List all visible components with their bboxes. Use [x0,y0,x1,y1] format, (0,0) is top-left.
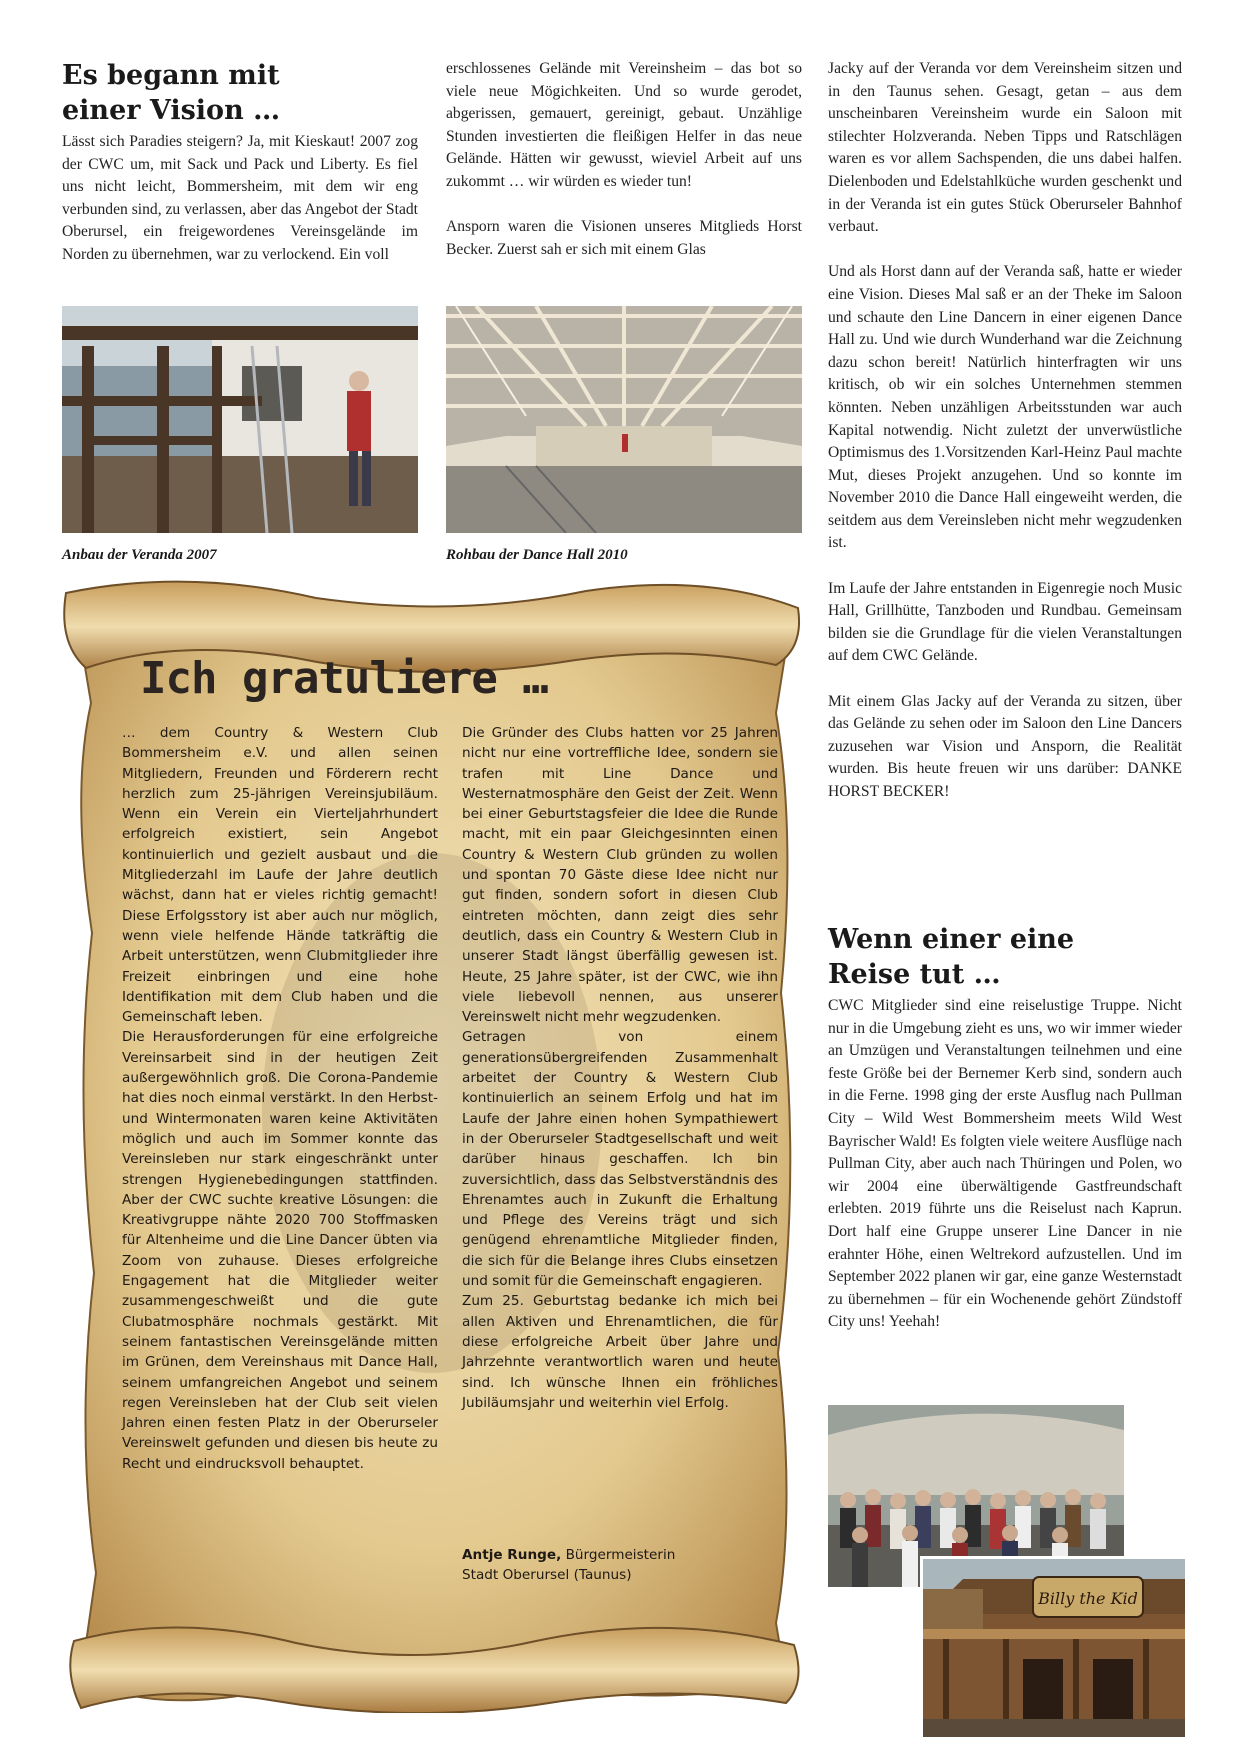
greeting-col1: … dem Country & Western Club Bommersheim e.V. und allen seinen Mitgliedern, Freunden und Förderern recht herzlich zum 25-jährigen Vereinsjubiläum. Wenn ein Verein ein Vierteljahrhundert erfolgreich existiert, sein Angebot kontinuierlich und gezielt ausbaut und die Mitgliederzahl im Laufe der Jahre deutlich wächst, dann hat er vieles richtig gemacht! Diese Erfolgsstory ist aber auch nur möglich, wenn viele helfende Hände tatkräftig die Arbeit unterstützen, wenn Clubmitglieder ihre Freizeit einbringen und eine hohe Identifikation mit dem Club haben und die Gemeinschaft leben. Die Herausforderungen für eine erfolgreiche Vereinsarbeit sind in der heutigen Zeit außergewöhnlich groß. Die Corona-Pandemie hat dies noch einmal verstärkt. In den Herbst- und Wintermonaten waren keine Aktivitäten möglich und auch im Sommer konnte das Vereinsleben nur stark eingeschränkt unter strengen Hygienebedingungen stattfinden. Aber der CWC suchte kreative Lösungen: die Kreativgruppe nähte 2020 700 Stoffmasken für Altenheime und die Line Dancer übten via Zoom von zuhause. Dieses erfolgreiche Engagement hat die Mitglieder weiter zusammengeschweißt und die gute Clubatmosphäre nochmals gestärkt. Mit seinem fantastischen Vereinsgelände mitten im Grünen, dem Vereinshaus mit Dance Hall, seinem umfangreichen Angebot und seinem regen Vereinsleben hat der Club seit vielen Jahren einen festen Platz in der Oberurseler Vereinswelt gefunden und diesen bis heute zu Recht und eindrucksvoll behauptet. [122,725,438,1472]
heading-line: Es begann mit [62,60,280,91]
western-town-photo [920,1556,1188,1740]
article1-text-col3: Jacky auf der Veranda vor dem Vereinsheim sitzen und in den Taunus sehen. Gesagt, getan – aus dem unscheinbaren Vereinsheim wurde ein Saloon mit stilechter Holzveranda. Neben Tipps und Ratschlägen waren es vor allem Sachspenden, die uns dabei halfen. Dielenboden und Edelstahlküche wurden geschenkt und in der Veranda ist ein gutes Stück Oberurseler Bahnhof verbaut. Und als Horst dann auf der Veranda saß, hatte er wieder eine Vision. Dieses Mal saß er an der Theke im Saloon und schaute den Line Dancern in einer eigenen Dance Hall zu. Und wie durch Wunderhand war die Zeichnung dazu schon bereit! Natürlich hinterfragten wir uns kritisch, ob wir ein solches Unternehmen stemmen könnten. Neben unzähligen Arbeitsstunden war auch Kapital notwendig. Nicht zuletzt der unverwüstliche Optimismus des 1.Vorsitzenden Karl-Heinz Paul machte Mut, dieses Projekt anzugehen. Und so konnte im November 2010 die Dance Hall eingeweiht werden, die seitdem aus dem Vereinsleben nicht mehr wegzudenken ist. Im Laufe der Jahre entstanden in Eigenregie noch Music Hall, Grillhütte, Tanzboden und Rundbau. Gemeinsam bilden sie die Grundlage für die vielen Veranstaltungen auf dem CWC Gelände. Mit einem Glas Jacky auf der Veranda zu sitzen, über das Gelände zu sehen oder im Saloon den Line Dancers zuzusehen war Vision und Ansporn, die Realität wurden. Bis heute freuen wir uns darüber: DANKE HORST BECKER! [828,60,1182,800]
signature-name: Antje Runge, [462,1547,562,1563]
veranda-photo [62,306,418,533]
article2-text: CWC Mitglieder sind eine reiselustige Truppe. Nicht nur in die Umgebung zieht es uns, wo wir immer wieder an Umzügen und Veranstaltungen teilnehmen und eine feste Größe bei der Bernemer Kerb sind, sondern auch in die Ferne. 1998 ging der erste Ausflug nach Pullman City – Wild West Bommersheim meets Wild West Bayrischer Wald! Es folgten viele weitere Ausflüge nach Pullman City, aber auch nach Thüringen und Polen, wo wir 2004 eine überwältigende Gastfreundschaft erlebten. 2019 führte uns die Reiselust nach Kaprun. Dort half eine Gruppe unserer Line Dancer in nie erahnter Höhe, einen Weltrekord aufzustellen. Und im September 2022 planen wir gar, eine ganze Westernstadt zu übernehmen – für ein Wochenende gehört Zündstoff City uns! Yeehah! [828,997,1182,1331]
article1-col1 [62,58,418,267]
article1-col2 [446,58,802,261]
greeting-signature [462,1545,778,1586]
article2-heading [828,922,1182,992]
greeting-col2: Die Gründer des Clubs hatten vor 25 Jahren nicht nur eine vortreffliche Idee, sondern sie trafen mit Line Dance und Westernatmosphäre den Geist der Zeit. Wenn bei einer Geburtstagsfeier die Idee die Runde macht, mit ein paar Gleichgesinnten einen Country & Western Club gründen zu wollen und spontan 70 Gäste diese Idee nicht nur gut finden, sondern sofort in diesen Club eintreten möchten, dann zeigt dies sehr deutlich, dass ein Country & Western Club in unserer Stadt längst überfällig gewesen ist. Heute, 25 Jahre später, ist der CWC, wie ihn viele liebevoll nennen, aus unserer Vereinswelt nicht mehr wegzudenken. Getragen von einem generationsübergreifenden Zusammenhalt arbeitet der Country & Western Club kontinuierlich an seinem Erfolg und hat im Laufe der Jahre einen hohen Sympathiewert in der Oberurseler Stadtgesellschaft und weit darüber hinaus geschaffen. Ich bin zuversichtlich, dass das Selbstverständnis des Ehrenamtes auch in Zukunft die Erhaltung und Pflege des Vereins trägt und sich genügend ehrenamtliche Mitglieder finden, die sich für die Belange ihres Clubs einsetzen und somit für die Gemeinschaft engagieren. Zum 25. Geburtstag bedanke ich mich bei allen Aktiven und Ehrenamtlichen, die für diese erfolgreiche Arbeit über Jahre und Jahrzehnte verantwortlich waren und heute sind. Ich wünsche Ihnen ein fröhliches Jubiläumsjahr und weiterhin viel Erfolg. [462,725,778,1411]
caption-dance-hall: Rohbau der Dance Hall 2010 [446,547,628,563]
caption-veranda: Anbau der Veranda 2007 [62,547,217,563]
heading-line: Wenn einer eine [828,924,1075,955]
dance-hall-photo [446,306,802,533]
billy-the-kid-sign: Billy the Kid [1038,1589,1138,1608]
article1-heading [62,58,418,128]
article1-text-col1: Lässt sich Paradies steigern? Ja, mit Kieskaut! 2007 zog der CWC um, mit Sack und Pack und Liberty. Es fiel uns nicht leicht, Bommersheim, mit dem wir eng verbunden sind, zu verlassen, aber das Angebot der Stadt Oberursel, ein freigewordenes Vereinsgelände im Norden zu übernehmen, war zu verlockend. Ein voll [62,133,418,263]
article1-col3 [828,58,1182,804]
article1-text-col2: erschlossenes Gelände mit Vereinsheim – das bot so viele neue Mögichkeiten. Und so wurde gerodet, abgerissen, gemauert, gereinigt, gebaut. Unzählige Stunden investierten die fleißigen Helfer in das neue Gelände. Hätten wir gewusst, wieviel Arbeit auf uns zukommt … wir würden es wieder tun! Ansporn waren die Visionen unseres Mitglieds Horst Becker. Zuerst sah er sich mit einem Glas [446,60,802,258]
heading-line: Reise tut … [828,959,1001,990]
signature-city: Stadt Oberursel (Taunus) [462,1567,632,1584]
heading-line: einer Vision … [62,95,281,126]
signature-title: Bürgermeisterin [561,1547,676,1563]
article2 [828,922,1182,1334]
greeting-scroll [56,573,808,1713]
greeting-title: Ich gratuliere … [140,653,548,704]
